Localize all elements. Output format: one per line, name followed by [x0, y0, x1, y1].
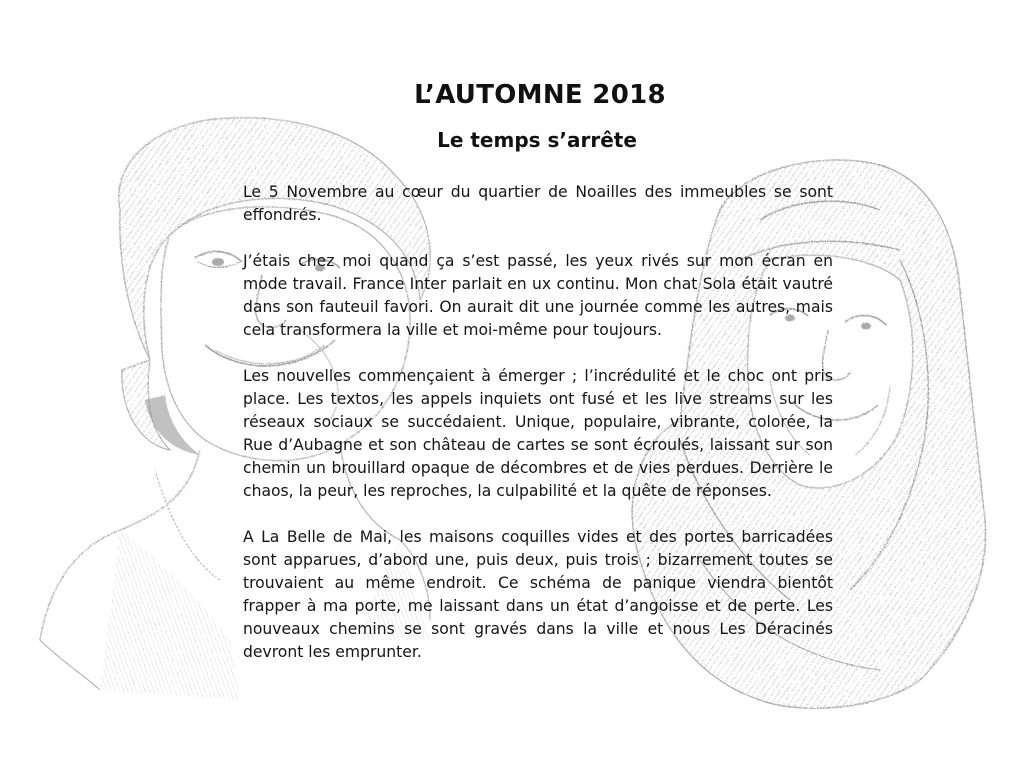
paragraph: J’étais chez moi quand ça s’est passé, les yeux rivés sur mon écran en mode travail. France Inter parlait en ux continu. Mon chat Sola était vautré dans son fauteuil favori. On aurait dit une journée comme les autres, mais cela transformera la ville et moi-même pour toujours.: [243, 252, 833, 339]
page-subtitle: Le temps s’arrête: [437, 128, 637, 152]
body-text: [243, 181, 833, 687]
paragraph: Le 5 Novembre au cœur du quartier de Noailles des immeubles se sont effondrés.: [243, 183, 833, 224]
page-title: L’AUTOMNE 2018: [414, 80, 666, 110]
paragraph: Les nouvelles commençaient à émerger ; l’incrédulité et le choc ont pris place. Les textos, les appels inquiets ont fusé et les live streams sur les réseaux sociaux se succédaient. Unique, populaire, vibrante, colorée, la Rue d’Aubagne et son château de cartes se sont écroulés, laissant sur son chemin un brouillard opaque de décombres et de vies perdues. Derrière le chaos, la peur, les reproches, la culpabilité et la quête de réponses.: [243, 367, 833, 500]
paragraph: A La Belle de Mai, les maisons coquilles vides et des portes barricadées sont apparues, d’abord une, puis deux, puis trois ; bizarrement toutes se trouvaient au même endroit. Ce schéma de panique viendra bientôt frapper à ma porte, me laissant dans un état d’angoisse et de perte. Les nouveaux chemins se sont gravés dans la ville et nous Les Déracinés devront les emprunter.: [243, 528, 833, 661]
